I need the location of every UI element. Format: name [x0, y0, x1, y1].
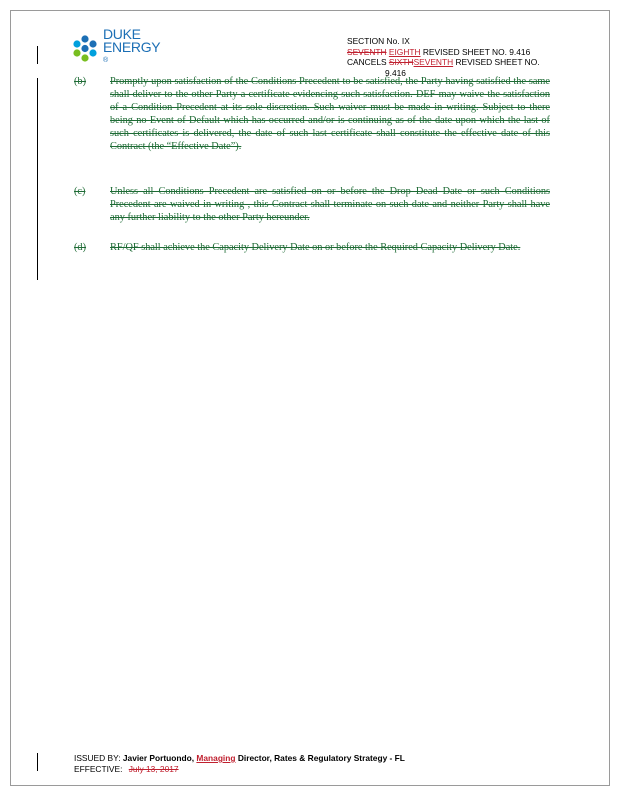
inserted-cancels-revision: SEVENTH [413, 57, 454, 67]
paragraph-label: (c) [74, 186, 86, 197]
paragraph-text: RF/QF shall achieve the Capacity Delivery Date on or before the Required Capacity Delivery Date. [110, 242, 521, 253]
issued-by-title: Director, Rates & Regulatory Strategy - FL [237, 753, 405, 763]
logo-registered-mark: ® [103, 57, 108, 64]
cancels-sheet-number: 9.416 [385, 67, 406, 78]
effective-line [74, 764, 405, 775]
cancels-prefix: CANCELS [347, 57, 387, 67]
issued-by-name: Javier Portuondo, [122, 753, 195, 763]
cancels-rest: REVISED SHEET NO. [455, 57, 540, 67]
paragraph-text: Unless all Conditions Precedent are satisfied on or before the Drop Dead Date or such Conditions Precedent are waived in writing , this Contract shall terminate on such date and neither Party shall have any further liability to the other Party hereunder. [110, 186, 550, 223]
paragraph-text: Promptly upon satisfaction of the Conditions Precedent to be satisfied, the Party having satisfied the same shall deliver to the other Party a certificate evidencing such satisfaction. DEF may waive the satisfaction of a Condition Precedent at its sole discretion. Such waiver must be made in writing. Subject to there being no Event of Default which has occurred and/or is continuing as of the date upon which the last of such certificates is delivered, the date of such last certificate shall constitute the effective date of this Contract (the “Effective Date”). [110, 76, 550, 152]
deleted-cancels-revision: SIXTH [388, 57, 414, 67]
cancels-line [347, 57, 540, 68]
duke-energy-logo-mark-icon [70, 33, 100, 63]
effective-label: EFFECTIVE: [74, 763, 123, 774]
section-number: SECTION No. IX [347, 36, 410, 46]
revised-sheet-line [347, 47, 540, 58]
duke-energy-logo [70, 28, 160, 67]
change-bar [37, 753, 38, 771]
change-bar [37, 46, 38, 64]
logo-text-energy: ENERGY [103, 39, 161, 55]
paragraph-label: (b) [74, 76, 87, 87]
paragraph-label: (d) [74, 242, 87, 253]
issued-by-label: ISSUED BY: [74, 753, 121, 763]
sheet-footer [74, 753, 405, 774]
deleted-revision: SEVENTH [347, 46, 387, 57]
sheet-header [347, 36, 540, 78]
issued-by-line [74, 753, 405, 764]
deleted-effective-date: July 13, 2017 [128, 763, 179, 774]
inserted-title-word: Managing [196, 753, 236, 763]
logo-text-duke: DUKE [103, 26, 141, 42]
inserted-revision: EIGHTH [388, 46, 421, 57]
revised-sheet-text: REVISED SHEET NO. 9.416 [422, 46, 531, 57]
change-bar [37, 78, 38, 280]
